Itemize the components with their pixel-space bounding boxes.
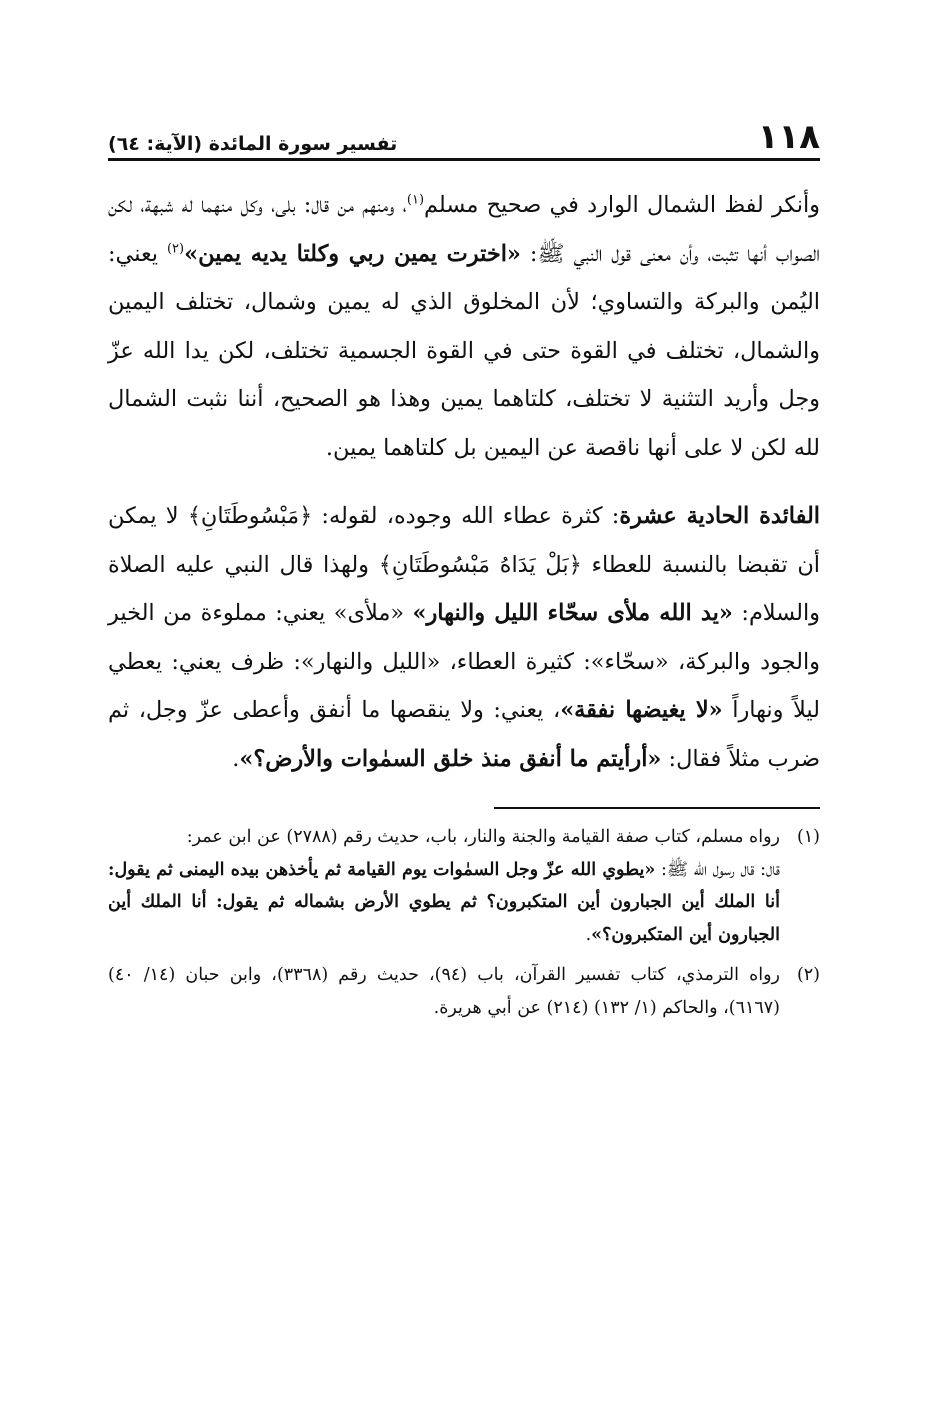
section-heading: الفائدة الحادية عشرة	[619, 503, 820, 529]
paragraph-2-text-a: : كثرة عطاء الله وجوده، لقوله:	[312, 503, 620, 529]
paragraph-2-text-e: ، يعني: ولا ينقصها ما أنفق وأعطى عزّ وجل، ثم ضرب مثلاً فقال:	[108, 697, 820, 772]
page-number: ١١٨	[757, 117, 820, 157]
footnote-text	[108, 959, 780, 1024]
footnote-1-suffix: .	[585, 924, 592, 945]
quran-quote-2: ﴿بَلْ يَدَاهُ مَبْسُوطَتَانِ﴾	[378, 551, 582, 578]
footnote-number: (١)	[796, 827, 820, 847]
page-header	[108, 108, 820, 161]
paragraph-2-text-d: «ملأى» يعني: مملوءة من الخير والجود والبركة، «سحّاء»: كثيرة العطاء، «الليل والنهار»: ظرف يعني: يعطي ليلاً ونهاراً	[108, 600, 820, 723]
footnote-2	[108, 959, 820, 1024]
footnote-1-citation: رواه مسلم، كتاب صفة القيامة والجنة والنار، باب، حديث رقم (٢٧٨٨) عن ابن عمر:	[186, 827, 780, 847]
footnote-ref-1: (١)	[406, 192, 425, 208]
paragraph-2-text-c: ولهذا قال النبي عليه الصلاة والسلام:	[108, 551, 820, 626]
paragraph-2	[108, 492, 820, 783]
paragraph-1-text-a: وأنكر لفظ الشمال الوارد في صحيح مسلم	[424, 192, 820, 218]
paragraph-2-text-f: .	[232, 745, 240, 772]
hadith-quote-3: «أرأيتم ما أنفق منذ خلق السمٰوات والأرض؟»	[239, 745, 662, 772]
footnote-text	[108, 821, 780, 951]
footnote-1-quote: «يطوي الله عزّ وجل السمٰوات يوم القيامة ثم يأخذهن بيده اليمنى ثم يقول: أنا الملك أين الجبارون أين المتكبرون؟ ثم يطوي الأرض بشماله ثم يقول: أنا الملك أين الجبارون أين المتكبرون؟»	[108, 859, 780, 945]
hadith-quote: «اخترت يمين ربي وكلتا يديه يمين»	[184, 240, 521, 267]
footnote-2-citation: رواه الترمذي، كتاب تفسير القرآن، باب (٩٤)، حديث رقم (٣٣٦٨)، وابن حبان (١٤/ ٤٠) (٦١٦٧)، والحاكم (١/ ١٣٢) (٢١٤) عن أبي هريرة.	[108, 965, 781, 1018]
footnote-1-hadith	[108, 854, 780, 952]
footnotes	[108, 821, 820, 1024]
hadith-quote-1: «يد الله ملأى سحّاء الليل والنهار»	[412, 600, 733, 626]
paragraph-1-text-b: ، ومنهم من قال: بلى، وكل منهما له شبهة، لكن الصواب أنها تثبت، وأن معنى قول النبي ﷺ:	[108, 192, 821, 267]
footnote-number: (٢)	[796, 965, 820, 985]
footnote-1-prefix: قال: قال رسول الله ﷺ:	[655, 859, 780, 880]
paragraph-1-text-c: يعني: اليُمن والبركة والتساوي؛ لأن المخلوق الذي له يمين وشمال، تختلف اليمين والشمال، تختلف في القوة حتى في القوة الجسمية تختلف، لكن يدا الله عزّ وجل وأريد التثنية لا تختلف، كلتاهما يمين وهذا هو الصحيح، أننا نثبت الشمال لله لكن لا على أنها ناقصة عن اليمين بل كلتاهما يمين.	[108, 240, 820, 461]
footnote-ref-2: (٢)	[166, 241, 185, 257]
paragraph-1	[108, 181, 820, 472]
page-content	[108, 108, 820, 1348]
hadith-quote-2: «لا يغيضها نفقة»	[560, 697, 723, 723]
running-title: تفسير سورة المائدة (الآية: ٦٤)	[108, 133, 398, 155]
quran-quote-1: ﴿مَبْسُوطَتَانِ﴾	[187, 503, 313, 529]
paragraph-2-text-b: لا يمكن أن تقبضا بالنسبة للعطاء	[108, 503, 820, 578]
footnote-separator	[494, 807, 820, 809]
footnote-1	[108, 821, 820, 951]
main-text	[108, 181, 820, 783]
